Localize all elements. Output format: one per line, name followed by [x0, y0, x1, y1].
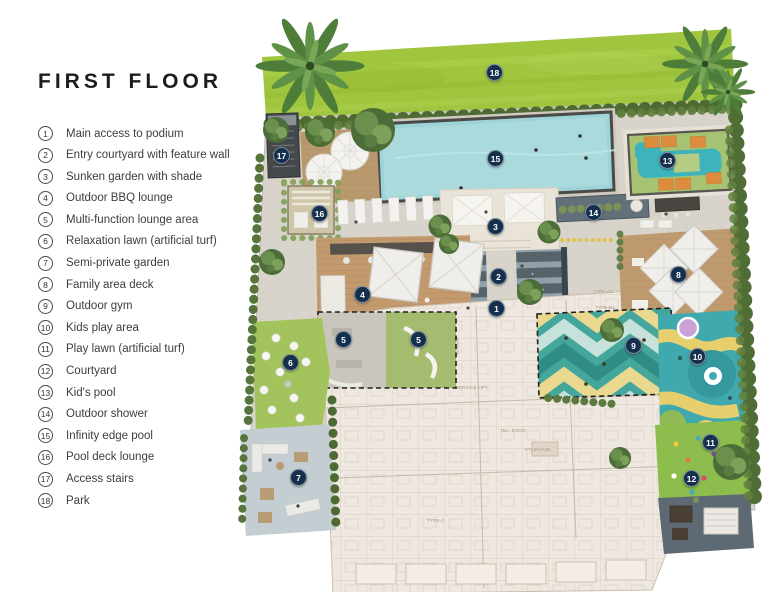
plan-marker-18: 18 — [486, 64, 503, 81]
legend-label: Play lawn (artificial turf) — [66, 343, 185, 356]
plan-marker-17: 17 — [273, 147, 290, 164]
legend-item-5 — [38, 212, 230, 227]
legend-item-11 — [38, 342, 230, 357]
building-label-telroom: TEL. ROOM — [500, 428, 526, 433]
legend-item-10 — [38, 320, 230, 335]
page-title: FIRST FLOOR — [38, 70, 222, 93]
legend-item-7 — [38, 256, 230, 271]
legend-label: Entry courtyard with feature wall — [66, 149, 230, 162]
legend-item-14 — [38, 407, 230, 422]
building-label-staircase: STAIRCASE — [524, 447, 552, 452]
legend-label: Semi-private garden — [66, 257, 170, 270]
semi-private-garden — [240, 424, 336, 536]
legend-number: 14 — [38, 407, 53, 422]
building-label-typea2: TYPE-A2 — [593, 289, 613, 294]
plan-marker-7: 7 — [290, 469, 307, 486]
plan-marker-12: 12 — [683, 470, 700, 487]
legend-number: 5 — [38, 212, 53, 227]
legend-label: Kid's pool — [66, 386, 116, 399]
legend-number: 16 — [38, 450, 53, 465]
legend-number: 13 — [38, 385, 53, 400]
legend — [38, 126, 230, 508]
plan-marker-3: 3 — [487, 218, 504, 235]
legend-number: 10 — [38, 320, 53, 335]
legend-label: Main access to podium — [66, 127, 184, 140]
relaxation-lawn — [252, 318, 330, 430]
multifunction-lounge — [318, 312, 456, 388]
site-plan — [236, 8, 768, 592]
legend-label: Infinity edge pool — [66, 429, 153, 442]
legend-label: Courtyard — [66, 365, 117, 378]
legend-number: 8 — [38, 277, 53, 292]
legend-label: Access stairs — [66, 473, 134, 485]
legend-number: 2 — [38, 148, 53, 163]
legend-label: Relaxation lawn (artificial turf) — [66, 235, 217, 248]
legend-number: 15 — [38, 428, 53, 443]
plan-marker-10: 10 — [689, 348, 706, 365]
plan-marker-4: 4 — [354, 286, 371, 303]
legend-number: 6 — [38, 234, 53, 249]
legend-item-1 — [38, 126, 230, 141]
legend-label: Sunken garden with shade — [66, 170, 203, 183]
plan-marker-5b: 5 — [410, 331, 427, 348]
legend-item-9 — [38, 299, 230, 314]
plan-marker-9: 9 — [625, 337, 642, 354]
legend-number: 3 — [38, 169, 53, 184]
legend-label: Family area deck — [66, 278, 154, 291]
legend-number: 12 — [38, 364, 53, 379]
legend-number: 17 — [38, 472, 53, 487]
legend-label: Outdoor gym — [66, 300, 133, 313]
legend-label: Multi-function lounge area — [66, 213, 199, 226]
legend-number: 1 — [38, 126, 53, 141]
legend-label: Kids play area — [66, 321, 139, 334]
legend-item-16 — [38, 450, 230, 465]
legend-number: 4 — [38, 191, 53, 206]
courtyard — [658, 494, 754, 554]
legend-label: Outdoor BBQ lounge — [66, 192, 173, 205]
legend-label: Park — [66, 494, 90, 507]
legend-item-18 — [38, 493, 230, 508]
plan-marker-2: 2 — [490, 268, 507, 285]
legend-label: Pool deck lounge — [66, 451, 155, 464]
legend-item-2 — [38, 148, 230, 163]
legend-number: 9 — [38, 299, 53, 314]
plan-marker-1: 1 — [488, 300, 505, 317]
plan-marker-11: 11 — [702, 434, 719, 451]
legend-item-6 — [38, 234, 230, 249]
legend-number: 7 — [38, 256, 53, 271]
kids-pool — [623, 125, 737, 201]
building-label-servicelift: SERVICE LIFT — [456, 385, 488, 390]
legend-item-13 — [38, 385, 230, 400]
building-label-typeb1: TYPE-B1 — [595, 305, 615, 310]
legend-item-15 — [38, 428, 230, 443]
legend-label: Outdoor shower — [66, 408, 148, 421]
legend-number: 11 — [38, 342, 53, 357]
legend-number: 18 — [38, 493, 53, 508]
plan-marker-8: 8 — [670, 266, 687, 283]
plan-marker-15: 15 — [487, 150, 504, 167]
legend-item-17 — [38, 472, 230, 487]
plan-marker-6: 6 — [282, 354, 299, 371]
legend-item-8 — [38, 277, 230, 292]
plan-marker-13: 13 — [659, 152, 676, 169]
legend-item-12 — [38, 364, 230, 379]
plan-marker-14: 14 — [585, 204, 602, 221]
legend-item-3 — [38, 169, 230, 184]
legend-item-4 — [38, 191, 230, 206]
building-label-typec: TYPE-C — [427, 518, 445, 523]
plan-marker-5a: 5 — [335, 331, 352, 348]
plan-marker-16: 16 — [311, 205, 328, 222]
